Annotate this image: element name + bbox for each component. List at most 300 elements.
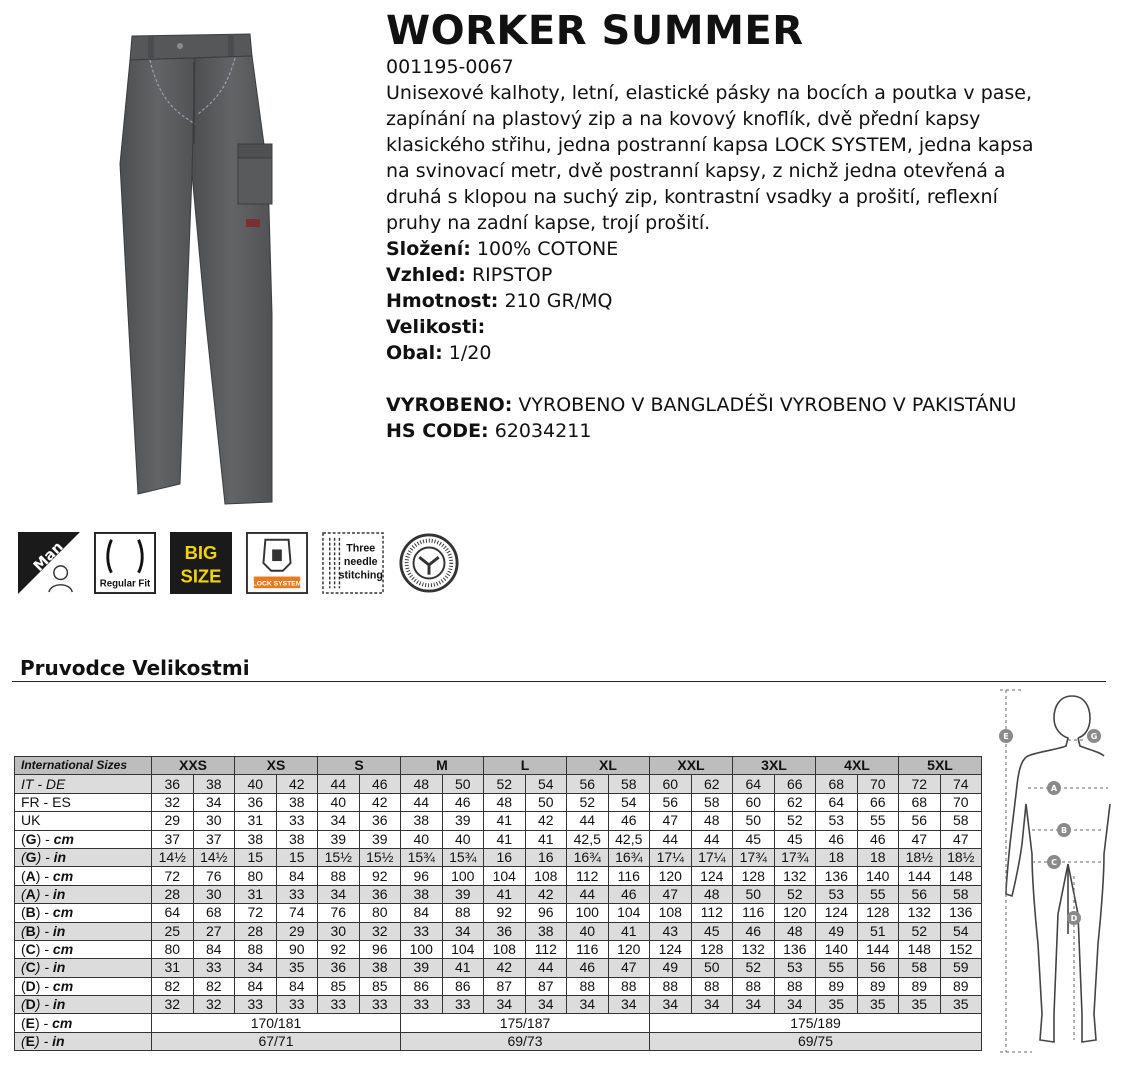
table-cell: 175/189	[650, 1014, 982, 1032]
table-cell: 47	[940, 830, 982, 848]
table-cell: 89	[940, 977, 982, 995]
table-cell: 120	[650, 867, 692, 885]
table-cell: 40	[318, 793, 360, 811]
table-cell: 34	[484, 996, 526, 1014]
table-cell: 50	[442, 775, 484, 793]
table-cell: 37	[152, 830, 194, 848]
weight-label: Hmotnost:	[386, 290, 499, 312]
size-header-cell: XL	[567, 757, 650, 775]
table-row	[15, 959, 982, 977]
row-letter: G	[25, 849, 37, 866]
table-cell: 128	[733, 867, 775, 885]
row-unit: cm	[53, 830, 74, 847]
table-cell: 34	[525, 996, 567, 1014]
table-cell: 69/75	[650, 1032, 982, 1050]
composition-value: 100% COTONE	[476, 238, 619, 260]
table-cell: 84	[193, 940, 235, 958]
table-cell: 18½	[899, 848, 941, 866]
table-cell: 33	[359, 996, 401, 1014]
table-cell: 38	[401, 812, 443, 830]
table-cell: 124	[691, 867, 733, 885]
pack-value: 1/20	[448, 342, 492, 364]
table-row	[15, 940, 982, 958]
table-cell: 40	[567, 922, 609, 940]
row-label: (B) - cm	[15, 904, 152, 922]
table-cell: 69/73	[401, 1032, 650, 1050]
table-cell: 34	[691, 996, 733, 1014]
table-cell: 38	[276, 830, 318, 848]
table-cell: 33	[318, 996, 360, 1014]
table-cell: 32	[152, 793, 194, 811]
table-cell: 34	[193, 793, 235, 811]
table-cell: 44	[650, 830, 692, 848]
table-cell: 42	[276, 775, 318, 793]
table-cell: 46	[608, 812, 650, 830]
row-letter: D	[25, 996, 36, 1013]
table-cell: 64	[816, 793, 858, 811]
table-cell: 67/71	[152, 1032, 401, 1050]
table-cell: 132	[774, 867, 816, 885]
table-cell: 68	[816, 775, 858, 793]
table-cell: 44	[318, 775, 360, 793]
table-cell: 33	[235, 996, 277, 1014]
table-row	[15, 830, 982, 848]
row-unit: cm	[52, 941, 74, 958]
table-cell: 88	[442, 904, 484, 922]
table-cell: 45	[774, 830, 816, 848]
row-letter: C	[25, 959, 36, 976]
table-row	[15, 793, 982, 811]
table-cell: 58	[940, 885, 982, 903]
table-cell: 52	[567, 793, 609, 811]
table-cell: 108	[484, 940, 526, 958]
row-letter: B	[25, 922, 36, 939]
table-cell: 96	[401, 867, 443, 885]
description-line: zapínání na plastový zip a na kovový knoflík, dvě přední kapsy	[386, 108, 981, 130]
table-cell: 48	[774, 922, 816, 940]
table-cell: 40	[401, 830, 443, 848]
table-cell: 36	[318, 959, 360, 977]
table-cell: 88	[567, 977, 609, 995]
pack-label: Obal:	[386, 342, 443, 364]
row-label: (D) - cm	[15, 977, 152, 995]
row-unit: cm	[52, 977, 74, 994]
table-cell: 58	[691, 793, 733, 811]
table-cell: 15¾	[442, 848, 484, 866]
table-cell: 88	[774, 977, 816, 995]
row-unit: cm	[52, 867, 74, 884]
look-value: RIPSTOP	[471, 264, 553, 286]
table-cell: 88	[608, 977, 650, 995]
table-cell: 42	[525, 812, 567, 830]
table-cell: 46	[733, 922, 775, 940]
table-cell: 92	[359, 867, 401, 885]
table-cell: 37	[193, 830, 235, 848]
table-cell: 41	[484, 830, 526, 848]
table-cell: 124	[650, 940, 692, 958]
table-row	[15, 1032, 982, 1050]
table-cell: 17¾	[733, 848, 775, 866]
three-label: Three	[346, 542, 376, 555]
table-cell: 55	[857, 812, 899, 830]
table-cell: 124	[816, 904, 858, 922]
table-cell: 48	[691, 812, 733, 830]
table-cell: 59	[940, 959, 982, 977]
table-cell: 128	[691, 940, 733, 958]
table-cell: 48	[484, 793, 526, 811]
table-cell: 36	[235, 793, 277, 811]
table-cell: 80	[235, 867, 277, 885]
table-cell: 84	[276, 977, 318, 995]
weight-value: 210 GR/MQ	[504, 290, 613, 312]
table-cell: 36	[484, 922, 526, 940]
table-row	[15, 775, 982, 793]
table-cell: 132	[733, 940, 775, 958]
table-cell: 85	[318, 977, 360, 995]
table-cell: 60	[733, 793, 775, 811]
table-cell: 34	[567, 996, 609, 1014]
table-cell: 38	[401, 885, 443, 903]
table-cell: 34	[442, 922, 484, 940]
table-cell: 44	[525, 959, 567, 977]
hs-code	[386, 418, 1126, 444]
table-cell: 132	[899, 904, 941, 922]
row-label: (E) - in	[15, 1032, 152, 1050]
table-cell: 45	[733, 830, 775, 848]
row-letter: G	[25, 830, 37, 847]
divider	[12, 681, 1106, 682]
table-cell: 36	[359, 812, 401, 830]
row-label: (B) - in	[15, 922, 152, 940]
stitching-label: stitching	[338, 569, 383, 582]
table-row	[15, 812, 982, 830]
row-unit: IT - DE	[21, 775, 66, 792]
description-line: Unisexové kalhoty, letní, elastické pásky na bocích a poutka v pase,	[386, 82, 1033, 104]
table-cell: 85	[359, 977, 401, 995]
table-row	[15, 996, 982, 1014]
table-cell: 32	[152, 996, 194, 1014]
big-label: BIG	[184, 542, 218, 564]
man-badge	[18, 532, 80, 594]
table-cell: 42	[359, 793, 401, 811]
row-label	[15, 793, 152, 811]
table-cell: 16¾	[567, 848, 609, 866]
row-label	[15, 775, 152, 793]
table-cell: 136	[816, 867, 858, 885]
size-header-cell: M	[401, 757, 484, 775]
table-row	[15, 1014, 982, 1032]
table-cell: 96	[525, 904, 567, 922]
table-cell: 34	[608, 996, 650, 1014]
table-cell: 15	[276, 848, 318, 866]
table-cell: 34	[650, 996, 692, 1014]
pack	[386, 340, 1126, 366]
product-title: WORKER SUMMER	[386, 8, 804, 54]
table-cell: 38	[235, 830, 277, 848]
table-cell: 54	[525, 775, 567, 793]
row-label: (D) - in	[15, 996, 152, 1014]
table-cell: 72	[235, 904, 277, 922]
table-cell: 87	[484, 977, 526, 995]
table-cell: 74	[276, 904, 318, 922]
table-cell: 40	[235, 775, 277, 793]
description-line: klasického střihu, jedna postranní kapsa LOCK SYSTEM, jedna kapsa	[386, 134, 1034, 156]
registered-model-seal-icon	[398, 532, 460, 594]
table-cell: 42,5	[567, 830, 609, 848]
table-cell: 96	[359, 940, 401, 958]
table-cell: 35	[857, 996, 899, 1014]
figure-label-b: B	[1060, 826, 1068, 835]
table-cell: 34	[318, 885, 360, 903]
table-cell: 50	[733, 812, 775, 830]
table-cell: 76	[193, 867, 235, 885]
table-cell: 46	[857, 830, 899, 848]
table-cell: 120	[774, 904, 816, 922]
figure-label-e: E	[1003, 732, 1009, 741]
table-row	[15, 867, 982, 885]
table-cell: 92	[318, 940, 360, 958]
table-cell: 108	[525, 867, 567, 885]
table-cell: 46	[608, 885, 650, 903]
table-cell: 148	[940, 867, 982, 885]
table-cell: 90	[276, 940, 318, 958]
table-cell: 100	[401, 940, 443, 958]
table-cell: 41	[525, 830, 567, 848]
row-label: (G) - cm	[15, 830, 152, 848]
table-cell: 35	[940, 996, 982, 1014]
table-cell: 70	[940, 793, 982, 811]
table-cell: 33	[276, 812, 318, 830]
composition-label: Složení:	[386, 238, 471, 260]
table-cell: 38	[193, 775, 235, 793]
table-cell: 33	[401, 922, 443, 940]
table-cell: 80	[359, 904, 401, 922]
table-cell: 36	[359, 885, 401, 903]
table-cell: 44	[401, 793, 443, 811]
table-cell: 53	[816, 885, 858, 903]
table-cell: 64	[152, 904, 194, 922]
table-cell: 112	[525, 940, 567, 958]
sizes	[386, 314, 1126, 340]
table-cell: 16¾	[608, 848, 650, 866]
row-label: (G) - in	[15, 848, 152, 866]
table-cell: 86	[401, 977, 443, 995]
table-cell: 45	[691, 922, 733, 940]
table-cell: 32	[193, 996, 235, 1014]
table-cell: 14½	[152, 848, 194, 866]
table-cell: 104	[484, 867, 526, 885]
table-cell: 54	[608, 793, 650, 811]
description-line: pruhy na zadní kapse, trojí prošití.	[386, 212, 711, 234]
size-guide-title: Pruvodce Velikostmi	[20, 656, 250, 680]
table-cell: 25	[152, 922, 194, 940]
table-cell: 152	[940, 940, 982, 958]
table-cell: 38	[276, 793, 318, 811]
table-cell: 44	[567, 812, 609, 830]
table-cell: 30	[193, 885, 235, 903]
table-cell: 84	[235, 977, 277, 995]
table-cell: 36	[152, 775, 194, 793]
table-cell: 56	[650, 793, 692, 811]
description-line: druhá s klopou na suchý zip, kontrastní vsadky a prošití, reflexní	[386, 186, 998, 208]
table-cell: 144	[899, 867, 941, 885]
row-label: (C) - cm	[15, 940, 152, 958]
figure-label-g: G	[1090, 732, 1098, 741]
table-cell: 140	[857, 867, 899, 885]
table-cell: 35	[816, 996, 858, 1014]
table-cell: 88	[733, 977, 775, 995]
row-unit: in	[52, 922, 66, 939]
table-cell: 30	[193, 812, 235, 830]
table-cell: 50	[733, 885, 775, 903]
size-header-cell: 4XL	[816, 757, 899, 775]
table-cell: 15½	[359, 848, 401, 866]
table-cell: 34	[318, 812, 360, 830]
table-cell: 16	[484, 848, 526, 866]
table-cell: 15½	[318, 848, 360, 866]
table-cell: 39	[318, 830, 360, 848]
row-unit: FR - ES	[21, 793, 71, 810]
row-letter: B	[25, 904, 36, 921]
table-cell: 44	[691, 830, 733, 848]
table-cell: 56	[567, 775, 609, 793]
table-cell: 92	[484, 904, 526, 922]
size-header-cell: S	[318, 757, 401, 775]
table-cell: 55	[857, 885, 899, 903]
man-label: Man	[30, 539, 67, 575]
row-label: (A) - cm	[15, 867, 152, 885]
row-letter: E	[25, 1033, 36, 1050]
row-unit: in	[52, 959, 66, 976]
table-cell: 100	[567, 904, 609, 922]
table-cell: 88	[691, 977, 733, 995]
table-cell: 70	[857, 775, 899, 793]
table-cell: 82	[152, 977, 194, 995]
table-cell: 15	[235, 848, 277, 866]
table-row	[15, 904, 982, 922]
table-cell: 28	[152, 885, 194, 903]
product-info	[386, 8, 1126, 444]
table-row	[15, 885, 982, 903]
row-unit: cm	[52, 904, 74, 921]
table-cell: 53	[816, 812, 858, 830]
row-label: (E) - cm	[15, 1014, 152, 1032]
figure-label-d: D	[1070, 914, 1078, 923]
table-cell: 116	[733, 904, 775, 922]
product-photo	[20, 14, 365, 519]
size-header-cell: L	[484, 757, 567, 775]
table-cell: 52	[774, 885, 816, 903]
table-cell: 18	[857, 848, 899, 866]
table-cell: 56	[899, 885, 941, 903]
big-size-badge	[170, 532, 232, 594]
table-cell: 46	[442, 793, 484, 811]
three-needle-badge	[322, 532, 384, 594]
table-cell: 120	[608, 940, 650, 958]
size-label: SIZE	[180, 565, 222, 587]
table-cell: 35	[276, 959, 318, 977]
table-cell: 80	[152, 940, 194, 958]
table-cell: 43	[650, 922, 692, 940]
sizes-label: Velikosti:	[386, 316, 486, 338]
row-label: (C) - in	[15, 959, 152, 977]
size-header-cell: XXL	[650, 757, 733, 775]
lock-system-label: LOCK SYSTEM	[252, 580, 302, 588]
table-cell: 56	[857, 959, 899, 977]
table-cell: 39	[359, 830, 401, 848]
table-cell: 44	[567, 885, 609, 903]
table-cell: 39	[401, 959, 443, 977]
table-cell: 34	[733, 996, 775, 1014]
table-cell: 17¾	[774, 848, 816, 866]
table-cell: 17¼	[650, 848, 692, 866]
table-cell: 60	[650, 775, 692, 793]
table-cell: 50	[691, 959, 733, 977]
table-cell: 52	[733, 959, 775, 977]
table-cell: 88	[235, 940, 277, 958]
table-cell: 16	[525, 848, 567, 866]
table-cell: 39	[442, 885, 484, 903]
body-measurement-figure	[992, 684, 1112, 1060]
table-cell: 41	[484, 812, 526, 830]
row-label: (A) - in	[15, 885, 152, 903]
table-cell: 51	[857, 922, 899, 940]
table-cell: 66	[774, 775, 816, 793]
table-cell: 41	[608, 922, 650, 940]
made-in	[386, 392, 1126, 418]
table-cell: 68	[193, 904, 235, 922]
table-cell: 30	[318, 922, 360, 940]
row-letter: C	[25, 941, 36, 958]
table-cell: 31	[152, 959, 194, 977]
table-cell: 29	[152, 812, 194, 830]
row-label	[15, 812, 152, 830]
row-letter: E	[25, 1014, 36, 1031]
table-cell: 89	[816, 977, 858, 995]
figure-label-c: C	[1051, 858, 1057, 867]
row-unit: in	[52, 996, 66, 1013]
table-cell: 47	[608, 959, 650, 977]
table-cell: 76	[318, 904, 360, 922]
lock-system-badge	[246, 532, 308, 594]
table-cell: 104	[608, 904, 650, 922]
table-cell: 140	[816, 940, 858, 958]
made-value: VYROBENO V BANGLADÉŠI VYROBENO V PAKISTÁNU	[518, 394, 1017, 416]
table-cell: 47	[650, 812, 692, 830]
table-cell: 87	[525, 977, 567, 995]
size-header-row	[15, 757, 982, 775]
table-cell: 49	[650, 959, 692, 977]
table-cell: 14½	[193, 848, 235, 866]
table-cell: 33	[442, 996, 484, 1014]
row-letter: D	[25, 977, 36, 994]
table-cell: 33	[401, 996, 443, 1014]
table-row	[15, 922, 982, 940]
table-cell: 38	[359, 959, 401, 977]
table-cell: 100	[442, 867, 484, 885]
table-cell: 49	[816, 922, 858, 940]
size-header-cell: 5XL	[899, 757, 982, 775]
table-cell: 104	[442, 940, 484, 958]
table-cell: 33	[276, 996, 318, 1014]
table-cell: 84	[276, 867, 318, 885]
row-unit: cm	[52, 1014, 73, 1031]
table-cell: 52	[774, 812, 816, 830]
table-row	[15, 977, 982, 995]
table-cell: 34	[774, 996, 816, 1014]
table-cell: 74	[940, 775, 982, 793]
table-cell: 27	[193, 922, 235, 940]
